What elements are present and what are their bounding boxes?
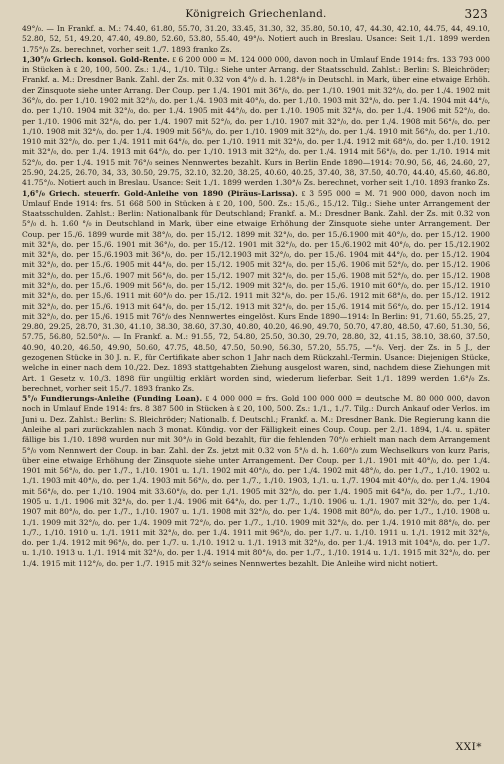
entry-title: 5°/₀ Fundierungs-Anleihe (Funding Loan).: [22, 394, 203, 404]
page-body: [22, 24, 490, 569]
entry-text: ₤ 3 595 000 = M. 71 900 000, davon noch im Umlauf Ende 1914: frs. 51 668 500 in Stücken à ₤ 20, 100, 500. Zs.: 15./6., 15./12. Tilg.: Siehe unter Arrangement der Staatsschulden. Zahlst.: Berlin: Nationalbank für Deutschland; Frankf. a. M.: Dresdner Bank. Zahl. der Zs. mit 0.32 von 5°/₀ d. h. 1.60 °/₀ in Deutschland in Mark, über eine etwaige Erhöhung der Zinsquote siehe unter Arrangement. Der Coup. per 15./6. 1899 wurde mit 38°/₀, do. per 15./12. 1899 mit 32°/₀, do. per 15./6.1900 mit 40°/₀, do. per 15./12. 1900 mit 32°/₀, do. per 15./6. 1901 mit 36°/₀, do. per 15./12. 1901 mit 32°/₀, do. per 15./6.1902 mit 40°/₀, do. per 15./12.1902 mit 32°/₀, do. per 15./6.1903 mit 36°/₀, do. per 15./12.1903 mit 32°/₀, do. per 15./6. 1904 mit 44°/₀, do. per 15./12. 1904 mit 32°/₀, do. per 15./6. 1905 mit 44°/₀, do. per 15./12. 1905 mit 32°/₀, do. per 15./6. 1906 mit 52°/₀, do. per 15./12. 1906 mit 32°/₀, do. per 15./6. 1907 mit 56°/₀, do. per 15./12. 1907 mit 32°/₀, do. per 15./6. 1908 mit 52°/₀, do. per 15./12. 1908 mit 32°/₀, do. per 15./6. 1909 mit 56°/₀, do. per 15./12. 1909 mit 32°/₀, do. per 15./6. 1910 mit 60°/₀, do. per 15./12. 1910 mit 32°/₀, do. per 15./6. 1911 mit 60°/₀ do. per 15./12. 1911 mit 32°/₀, do. per 15./6. 1912 mit 68°/₀, do. per 15./12. 1912 mit 32°/₀, do. per 15./6. 1913 mit 64°/₀, do. per 15./12. 1913 mit 32°/₀, do. per 15./6. 1914 mit 56°/₀, do. per 15./12. 1914 mit 32°/₀, do. per 15./6. 1915 mit 76°/₀ des Nennwertes eingelöst. Kurs Ende 1890—1914: In Berlin: 91, 71.60, 55.25, 27, 29.80, 29.25, 28.70, 31.30, 41.10, 38.30, 38.60, 37.30, 40.80, 40.20, 46.90, 49.70, 50.70, 47.80, 48.50, 47.60, 51.30, 56, 57.75, 56.80, 52.50°/₀. — In Frankf. a. M.: 91.55, 72, 54.80, 25.50, 30.30, 29.70, 28.80, 32, 41.15, 38.10, 38.60, 37.50, 40.90, 40.20, 46.50, 49.90, 50.60, 47.75, 48.50, 47.50, 50.90, 56.30, 57.20, 55.75, —°/₀. Verj. der Zs. in 5 J., der gezogenen Stücke in 30 J. n. F., für Certifikate aber schon 1 Jahr nach dem Rückzahl.-Termin. Usance: Diejenigen Stücke, welche in einer nach dem 10./22. Dez. 1893 stattgehabten Ziehung ausgelost waren, sind, nachdem diese Ziehungen mit Art. 1 Gesetz v. 10./3. 1898 für ungültig erklärt worden sind, wiederum lieferbar. Seit 1./1. 1899 werden 1.6°/₀ Zs. berechnet, vorher seit 15./7. 1893 franko Zs.: [22, 188, 490, 393]
entry-gold-rente: [22, 55, 490, 189]
entry-text: ₤ 4 000 000 = frs. Gold 100 000 000 = deutsche M. 80 000 000, davon noch in Umlauf Ende 1914: frs. 8 387 500 in Stücken à ₤ 20, 100, 500. Zs.: 1./1., 1./7. Tilg.: Durch Ankauf oder Verlos. im Juni u. Dez. Zahlst.: Berlin: S. Bleichröder; Nationalb. f. Deutschl.; Frankf. a. M.: Dresdner Bank. Die Regierung kann die Anleihe al pari zurückzahlen nach 3 monat. Kündig. vor der Fälligkeit eines Coup. Coup. per 2./1. 1894, 1./4. u. später fällige bis 1./10. 1898 wurden nur mit 30°/₀ in Gold bezahlt, für die fehlenden 70°/₀ erhielt man nach dem Arrangement 5°/₀ vom Nennwert der Coup. in bar. Zahl. der Zs. jetzt mit 0.32 von 5°/₀ d. h. 1.60°/₀ zum Wechselkurs von kurz Paris, über eine etwaige Erhöhung der Zinsquote siehe unter Arrangement. Der Coup. per 1./1. 1901 mit 40°/₀, do. per 1./4. 1901 mit 56°/₀, do. per 1./7., 1./10. 1901 u. 1./1. 1902 mit 40°/₀, do. per 1./4. 1902 mit 48°/₀, do. per 1./7., 1./10. 1902 u. 1./1. 1903 mit 40°/₀, do. per 1./4. 1903 mit 56°/₀, do. per 1./7., 1./10. 1903, 1./1. u. 1./7. 1904 mit 40°/₀, do. per 1./4. 1904 mit 56°/₀, do. per 1./10. 1904 mit 33.60°/₀, do. per 1./1. 1905 mit 32°/₀, do. per 1./4. 1905 mit 64°/₀, do. per 1./7., 1./10. 1905 u. 1./1. 1906 mit 32°/₀, do. per 1./4. 1906 mit 64°/₀, do. per 1./7., 1./10. 1906 u. 1./1. 1907 mit 32°/₀, do. per 1./4. 1907 mit 80°/₀, do. per 1./7., 1./10. 1907 u. 1./1. 1908 mit 32°/₀, do. per 1./4. 1908 mit 80°/₀, do. per 1./7., 1./10. 1908 u. 1./1. 1909 mit 32°/₀, do. per 1./4. 1909 mit 72°/₀, do. per 1./7., 1./10. 1909 mit 32°/₀, do. per 1./4. 1910 mit 88°/₀, do. per 1./7., 1./10. 1910 u. 1./1. 1911 mit 32°/₀, do. per 1./4. 1911 mit 96°/₀, do. per 1./7. u. 1./10. 1911 u. 1./1. 1912 mit 32°/₀, do. per 1./4. 1912 mit 96°/₀, do. per 1./7. u. 1./10. 1912 u. 1./1. 1913 mit 32°/₀, do. per 1./4. 1913 mit 104°/₀, do. per 1./7. u. 1./10. 1913 u. 1./1. 1914 mit 32°/₀, do. per 1./4. 1914 mit 80°/₀, do. per 1./7., 1./10. 1914 u. 1./1. 1915 mit 32°/₀, do. per 1./4. 1915 mit 112°/₀, do. per 1./7. 1915 mit 32°/₀ seines Nennwertes bezahlt. Die Anleihe wird nicht notiert.: [22, 394, 491, 568]
entry-title: 1,30°/₀ Griech. konsol. Gold-Rente.: [22, 54, 170, 64]
signature-mark: XXI*: [455, 741, 482, 753]
paragraph-continuation: [22, 24, 490, 55]
paragraph-text: 49°/₀. — In Frankf. a. M.: 74.40, 61.80, 55.70, 31.20, 33.45, 31.30, 32, 35.80, 50.10, 47, 44.30, 42.10, 44.75, 44, 49.10, 52.80, 52, 51, 49.20, 47.40, 49.80, 52.60, 53.80, 55.40, 49°/₀. Notiert auch in Breslau. Usance: Seit 1./1. 1899 werden 1.75°/₀ Zs. berechnet, vorher seit 1./7. 1893 franko Zs.: [22, 24, 490, 54]
entry-funding-loan: [22, 394, 490, 569]
running-title: Königreich Griechenland.: [185, 8, 327, 20]
page-header: [22, 8, 490, 24]
entry-piraeus-larissa: [22, 189, 490, 395]
page-number: 323: [464, 7, 488, 21]
entry-text: ₤ 6 200 000 = M. 124 000 000, davon noch in Umlauf Ende 1914: frs. 133 793 000 in Stücken à ₤ 20, 100, 500. Zs.: 1./4., 1./10. Tilg.: Siehe unter Arrang. der Staatsschuld. Zahlst.: Berlin: S. Bleichröder; Frankf. a. M.: Dresdner Bank. Zahl. der Zs. mit 0.32 von 4°/₀ d. h. 1.28°/₀ in Deutschl. in Mark, über eine etwaige Erhöh. der Zinsquote siehe unter Arrang. Der Coup. per 1./4. 1901 mit 36°/₀, do. per 1./10. 1901 mit 32°/₀, do. per 1./4. 1902 mit 36°/₀, do. per 1./10. 1902 mit 32°/₀, do. per 1./4. 1903 mit 40°/₀, do. per 1./10. 1903 mit 32°/₀, do. per 1./4. 1904 mit 44°/₀, do. per 1./10. 1904 mit 32°/₀, do. per 1./4. 1905 mit 44°/₀, do. per 1./10. 1905 mit 32°/₀, do. per 1./4. 1906 mit 52°/₀, do. per 1./10. 1906 mit 32°/₀, do. per 1./4. 1907 mit 52°/₀, do. per 1./10. 1907 mit 32°/₀, do. per 1./4. 1908 mit 56°/₀, do. per 1./10. 1908 mit 32°/₀, do. per 1./4. 1909 mit 56°/₀, do. per 1./10. 1909 mit 32°/₀, do. per 1./4. 1910 mit 56°/₀, do. per 1./10. 1910 mit 32°/₀, do. per 1./4. 1911 mit 64°/₀, do. per 1./10. 1911 mit 32°/₀, do. per 1./4. 1912 mit 68°/₀, do. per 1./10. 1912 mit 32°/₀, do. per 1./4. 1913 mit 64°/₀, do. per 1./10. 1913 mit 32°/₀, do. per 1./4. 1914 mit 56°/₀, do. per 1./10. 1914 mit 52°/₀, do. per 1./4. 1915 mit 76°/₀ seines Nennwertes bezahlt. Kurs in Berlin Ende 1890—1914: 70.90, 56, 46, 24.60, 27, 25.90, 24.25, 26.70, 34, 33, 30.50, 29.75, 32.10, 32.20, 38.25, 40.60, 40.25, 37.40, 38, 37.50, 40.70, 44.40, 45.60, 46.80, 41.75°/₀. Notiert auch in Breslau. Usance: Seit 1./1. 1899 werden 1.30°/₀ Zs. berechnet, vorher seit 1./10. 1893 franko Zs.: [22, 54, 490, 188]
entry-title: 1,6°/₀ Griech. steuerfr. Gold-Anleihe von 1890 (Piräus-Larissa).: [22, 188, 298, 198]
